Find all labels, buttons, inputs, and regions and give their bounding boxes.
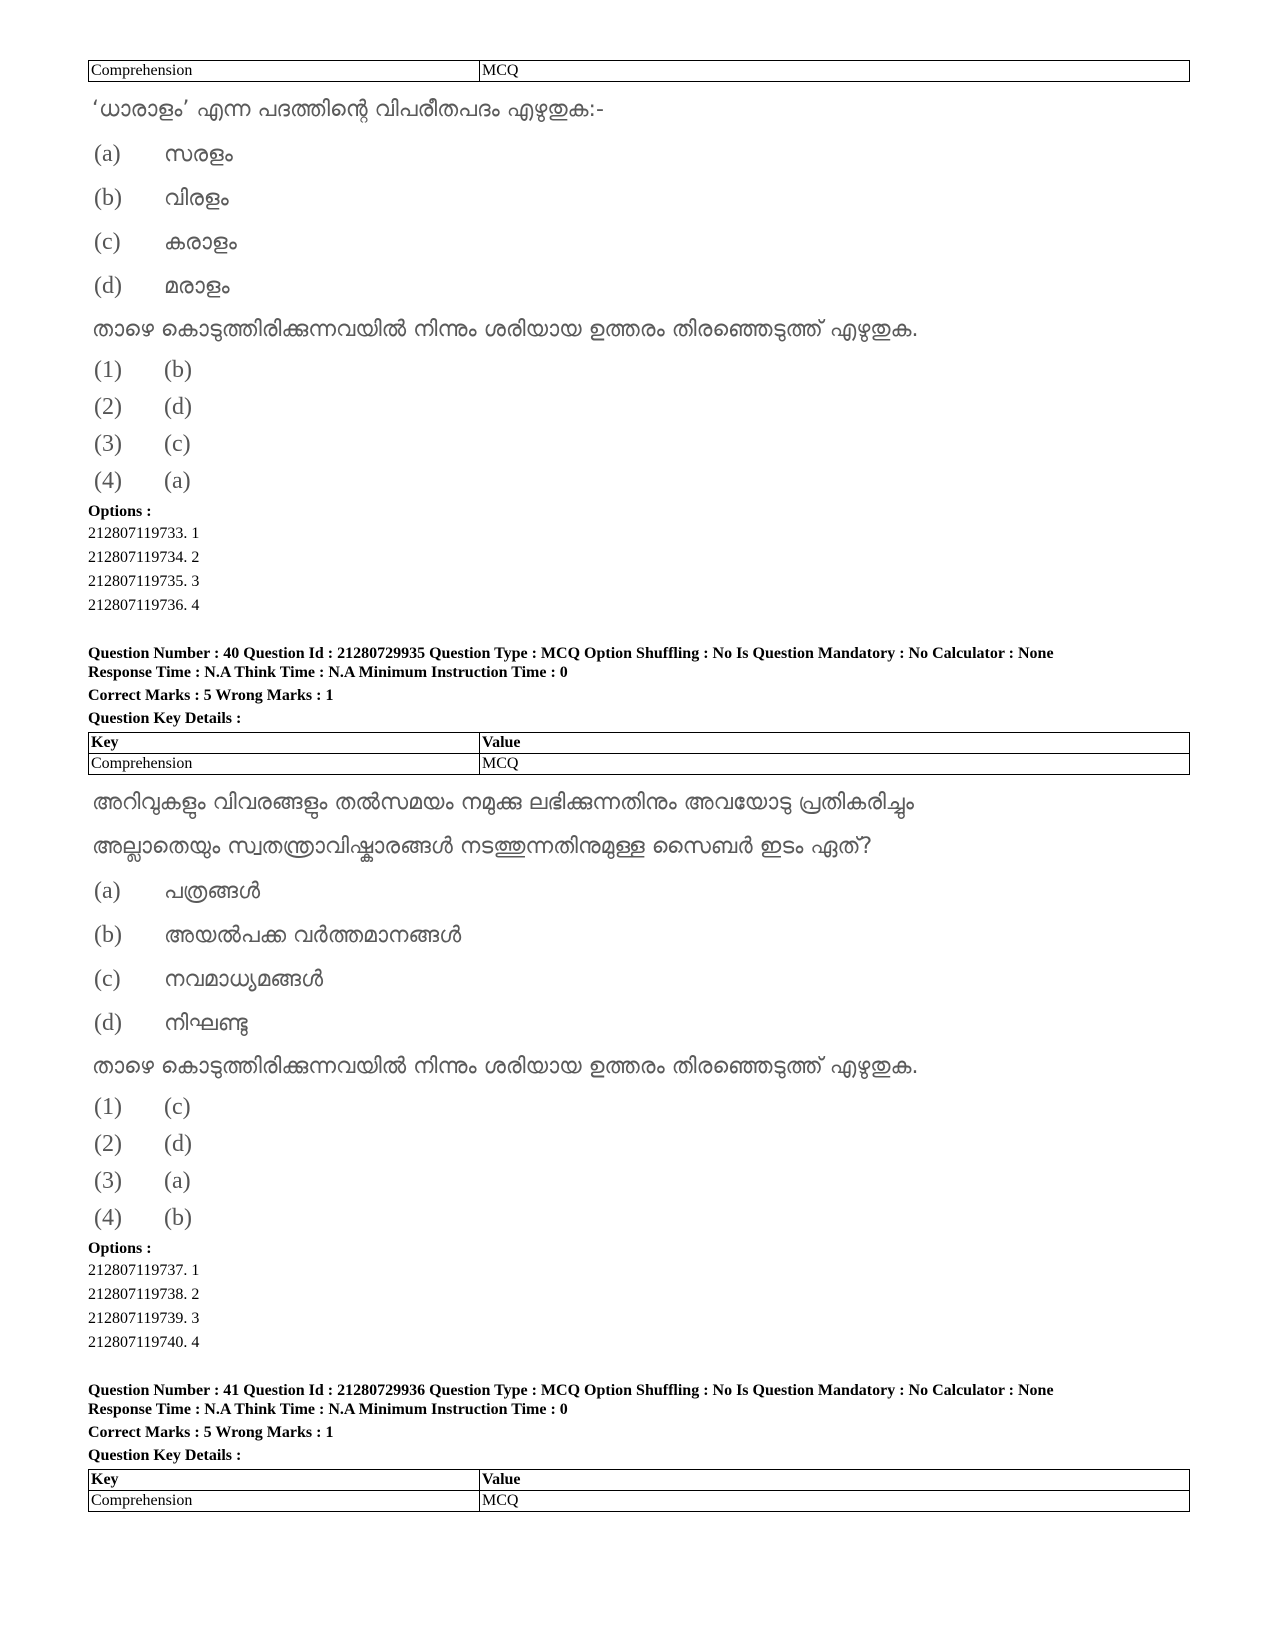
q40-stem-line1: അറിവുകളും വിവരങ്ങളും തൽസമയം നമുക്കു ലഭിക്കുന്നതിനും അവയോടു പ്രതികരിച്ചും xyxy=(92,790,914,815)
q40-instruction: താഴെ കൊടുത്തിരിക്കുന്നവയിൽ നിന്നും ശരിയായ ഉത്തരം തിരഞ്ഞെടുത്ത് എഴുതുക. xyxy=(92,1054,919,1079)
q39-choice-b xyxy=(88,176,1190,220)
answer-number: (1) xyxy=(94,357,122,383)
q40-stem-line2: അല്ലാതെയും സ്വതന്ത്രാവിഷ്കാരങ്ങൾ നടത്തുന്നതിനുമുള്ള സൈബർ ഇടം ഏത്? xyxy=(92,834,873,859)
q40-answers xyxy=(88,1089,1190,1237)
q39-answer-3 xyxy=(88,426,1190,463)
choice-label: (b) xyxy=(94,921,122,948)
table-header-key: Key xyxy=(89,733,480,754)
q40-answer-1 xyxy=(88,1089,1190,1126)
option-item: 212807119733. 1 xyxy=(88,525,200,542)
q40-answer-2 xyxy=(88,1126,1190,1163)
q40-meta-line2: Response Time : N.A Think Time : N.A Minimum Instruction Time : 0 xyxy=(88,664,568,681)
option-item: 212807119738. 2 xyxy=(88,1286,200,1303)
answer-number: (1) xyxy=(94,1094,122,1120)
choice-text: സരളം xyxy=(164,141,233,167)
q40-choice-c xyxy=(88,957,1190,1001)
q39-instruction: താഴെ കൊടുത്തിരിക്കുന്നവയിൽ നിന്നും ശരിയായ ഉത്തരം തിരഞ്ഞെടുത്ത് എഴുതുക. xyxy=(92,317,919,342)
answer-number: (2) xyxy=(94,1131,122,1157)
table-cell-value: MCQ xyxy=(480,754,1190,775)
q39-answer-4 xyxy=(88,463,1190,500)
q39-choice-d xyxy=(88,264,1190,308)
option-item: 212807119734. 2 xyxy=(88,549,200,566)
q41-marks: Correct Marks : 5 Wrong Marks : 1 xyxy=(88,1424,334,1441)
choice-label: (d) xyxy=(94,1009,122,1036)
q41-meta-line2: Response Time : N.A Think Time : N.A Minimum Instruction Time : 0 xyxy=(88,1401,568,1418)
choice-label: (d) xyxy=(94,272,122,299)
option-item: 212807119740. 4 xyxy=(88,1334,200,1351)
choice-label: (a) xyxy=(94,140,121,167)
answer-value: (d) xyxy=(164,394,192,420)
q39-choice-a xyxy=(88,132,1190,176)
q40-options-list xyxy=(88,1259,1190,1355)
q40-choices xyxy=(88,869,1190,1045)
q40-answer-4 xyxy=(88,1200,1190,1237)
choice-text: നിഘണ്ടു xyxy=(164,1010,248,1036)
q39-answers xyxy=(88,352,1190,500)
answer-number: (3) xyxy=(94,431,122,457)
q39-options-label: Options : xyxy=(88,503,152,520)
option-item: 212807119735. 3 xyxy=(88,573,200,590)
q40-key-table xyxy=(88,732,1190,775)
q39-options-list xyxy=(88,522,1190,618)
q41-key-details: Question Key Details : xyxy=(88,1447,242,1464)
answer-value: (b) xyxy=(164,357,192,383)
table-cell-value: MCQ xyxy=(480,61,1190,82)
q40-marks: Correct Marks : 5 Wrong Marks : 1 xyxy=(88,687,334,704)
table-cell-key: Comprehension xyxy=(89,1491,480,1512)
q41-key-table xyxy=(88,1469,1190,1512)
choice-text: കരാളം xyxy=(164,229,237,255)
answer-value: (b) xyxy=(164,1205,192,1231)
table-cell-value: MCQ xyxy=(480,1491,1190,1512)
q40-choice-a xyxy=(88,869,1190,913)
q39-choices xyxy=(88,132,1190,308)
table-header-value: Value xyxy=(480,1470,1190,1491)
answer-number: (3) xyxy=(94,1168,122,1194)
q40-key-details: Question Key Details : xyxy=(88,710,242,727)
q40-meta-line1: Question Number : 40 Question Id : 21280729935 Question Type : MCQ Option Shuffling : No Is Question Mandatory : No Calculator : None xyxy=(88,645,1054,662)
table-header-value: Value xyxy=(480,733,1190,754)
top-key-table xyxy=(88,60,1190,82)
answer-number: (4) xyxy=(94,468,122,494)
q39-stem: ‘ധാരാളം’ എന്ന പദത്തിന്റെ വിപരീതപദം എഴുതുക:- xyxy=(92,97,604,122)
answer-value: (c) xyxy=(164,431,191,457)
q40-choice-d xyxy=(88,1001,1190,1045)
q41-meta-line1: Question Number : 41 Question Id : 21280729936 Question Type : MCQ Option Shuffling : No Is Question Mandatory : No Calculator : None xyxy=(88,1382,1054,1399)
answer-value: (d) xyxy=(164,1131,192,1157)
answer-number: (4) xyxy=(94,1205,122,1231)
choice-label: (a) xyxy=(94,877,121,904)
choice-label: (c) xyxy=(94,228,121,255)
answer-value: (a) xyxy=(164,1168,191,1194)
q39-choice-c xyxy=(88,220,1190,264)
choice-text: അയൽപക്ക വർത്തമാനങ്ങൾ xyxy=(164,922,462,948)
q40-answer-3 xyxy=(88,1163,1190,1200)
option-item: 212807119737. 1 xyxy=(88,1262,200,1279)
table-cell-key: Comprehension xyxy=(89,754,480,775)
q39-answer-2 xyxy=(88,389,1190,426)
choice-text: വിരളം xyxy=(164,185,229,211)
choice-label: (b) xyxy=(94,184,122,211)
answer-value: (c) xyxy=(164,1094,191,1120)
choice-text: മരാളം xyxy=(164,273,230,299)
document-page xyxy=(88,60,1190,1512)
choice-text: പത്രങ്ങൾ xyxy=(164,878,261,904)
q40-options-label: Options : xyxy=(88,1240,152,1257)
table-header-key: Key xyxy=(89,1470,480,1491)
table-cell-key: Comprehension xyxy=(89,61,480,82)
answer-value: (a) xyxy=(164,468,191,494)
option-item: 212807119739. 3 xyxy=(88,1310,200,1327)
answer-number: (2) xyxy=(94,394,122,420)
q39-answer-1 xyxy=(88,352,1190,389)
choice-text: നവമാധ്യമങ്ങൾ xyxy=(164,966,324,992)
choice-label: (c) xyxy=(94,965,121,992)
q40-choice-b xyxy=(88,913,1190,957)
option-item: 212807119736. 4 xyxy=(88,597,200,614)
